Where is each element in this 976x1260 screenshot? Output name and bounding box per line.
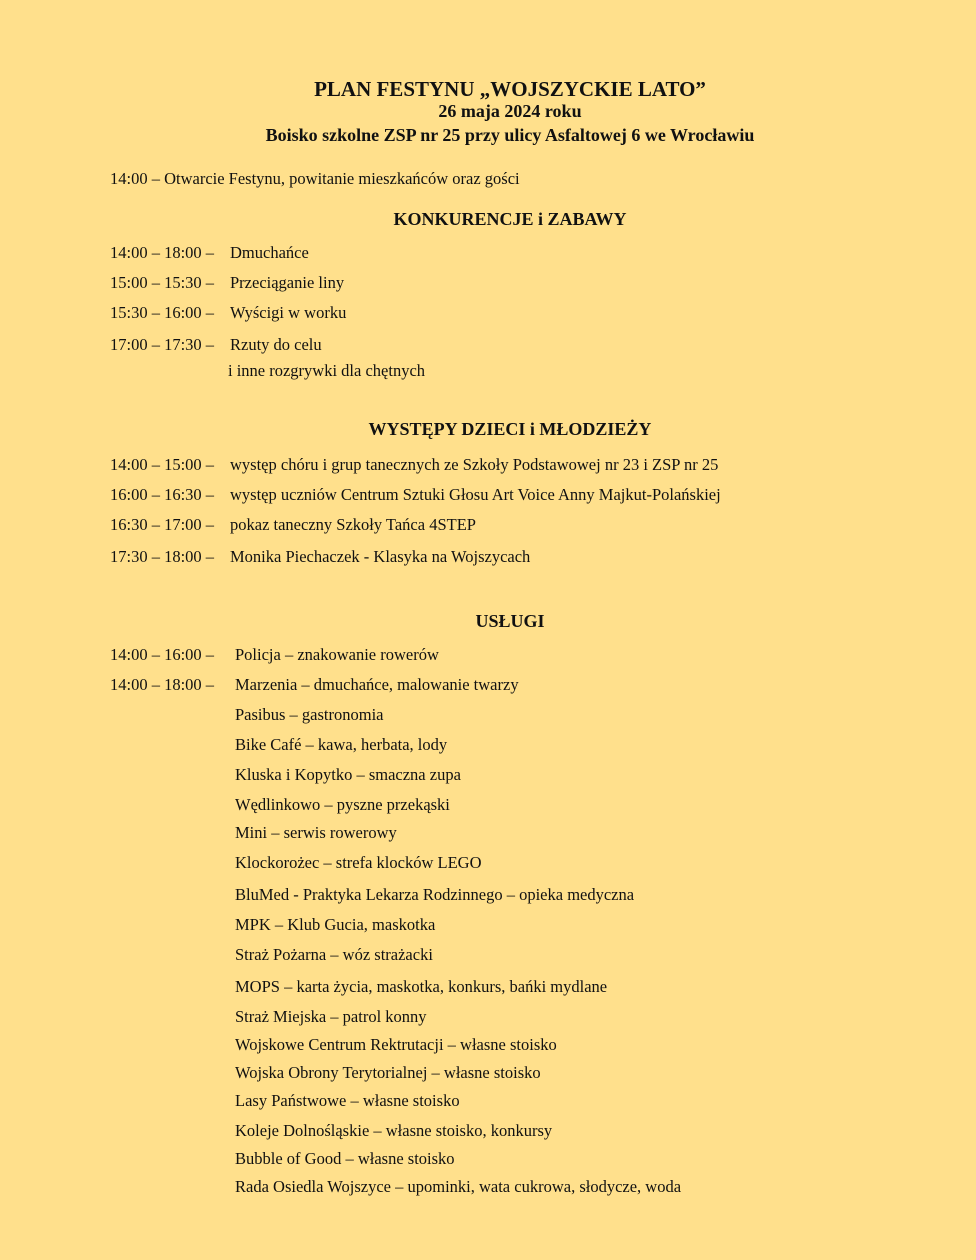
service-vendor: Mini – serwis rowerowy	[235, 823, 397, 842]
competition-time: 14:00 – 18:00 –	[110, 243, 215, 262]
competition-time: 17:00 – 17:30 –	[110, 335, 215, 354]
competition-desc: Rzuty do celu	[230, 335, 322, 354]
service-vendor: Bike Café – kawa, herbata, lody	[235, 735, 448, 754]
service-vendor: MPK – Klub Gucia, maskotka	[235, 915, 436, 934]
performance-desc: Monika Piechaczek - Klasyka na Wojszycach	[230, 547, 531, 566]
competitions-heading: KONKURENCJE i ZABAWY	[393, 209, 627, 229]
performance-desc: występ chóru i grup tanecznych ze Szkoły Podstawowej nr 23 i ZSP nr 25	[230, 455, 719, 474]
service-vendor: Rada Osiedla Wojszyce – upominki, wata cukrowa, słodycze, woda	[235, 1177, 682, 1196]
service-vendor: MOPS – karta życia, maskotka, konkurs, bańki mydlane	[235, 977, 608, 996]
service-desc: Marzenia – dmuchańce, malowanie twarzy	[235, 675, 519, 694]
event-location: Boisko szkolne ZSP nr 25 przy ulicy Asfaltowej 6 we Wrocławiu	[265, 125, 755, 145]
competition-desc: Dmuchańce	[230, 243, 309, 262]
service-vendor: Klockorożec – strefa klocków LEGO	[235, 853, 482, 872]
service-vendor: Lasy Państwowe – własne stoisko	[235, 1091, 460, 1110]
competition-desc: Przeciąganie liny	[230, 273, 345, 292]
performance-time: 16:30 – 17:00 –	[110, 515, 215, 534]
performance-time: 17:30 – 18:00 –	[110, 547, 215, 566]
service-vendor: Wojska Obrony Terytorialnej – własne stoisko	[235, 1063, 541, 1082]
service-vendor: Kluska i Kopytko – smaczna zupa	[235, 765, 461, 784]
service-vendor: Bubble of Good – własne stoisko	[235, 1149, 455, 1168]
performances-heading: WYSTĘPY DZIECI i MŁODZIEŻY	[368, 419, 652, 439]
competition-desc: Wyścigi w worku	[230, 303, 347, 322]
document-title: PLAN FESTYNU „WOJSZYCKIE LATO”	[314, 77, 706, 101]
performance-time: 14:00 – 15:00 –	[110, 455, 215, 474]
service-vendor: BluMed - Praktyka Lekarza Rodzinnego – opieka medyczna	[235, 885, 635, 904]
competition-time: 15:00 – 15:30 –	[110, 273, 215, 292]
competition-extra: i inne rozgrywki dla chętnych	[228, 361, 426, 380]
service-desc: Policja – znakowanie rowerów	[235, 645, 439, 664]
service-vendor: Wojskowe Centrum Rektrutacji – własne stoisko	[235, 1035, 557, 1054]
opening-line: 14:00 – Otwarcie Festynu, powitanie mieszkańców oraz gości	[110, 169, 520, 188]
performance-time: 16:00 – 16:30 –	[110, 485, 215, 504]
event-date: 26 maja 2024 roku	[438, 101, 582, 121]
performance-desc: pokaz taneczny Szkoły Tańca 4STEP	[230, 515, 476, 534]
service-vendor: Pasibus – gastronomia	[235, 705, 384, 724]
service-vendor: Koleje Dolnośląskie – własne stoisko, konkursy	[235, 1121, 553, 1140]
competition-time: 15:30 – 16:00 –	[110, 303, 215, 322]
services-heading: USŁUGI	[475, 611, 545, 631]
service-time: 14:00 – 16:00 –	[110, 645, 215, 664]
service-vendor: Straż Miejska – patrol konny	[235, 1007, 427, 1026]
service-vendor: Straż Pożarna – wóz strażacki	[235, 945, 433, 964]
service-time: 14:00 – 18:00 –	[110, 675, 215, 694]
performance-desc: występ uczniów Centrum Sztuki Głosu Art Voice Anny Majkut-Polańskiej	[230, 485, 721, 504]
service-vendor: Wędlinkowo – pyszne przekąski	[235, 795, 450, 814]
